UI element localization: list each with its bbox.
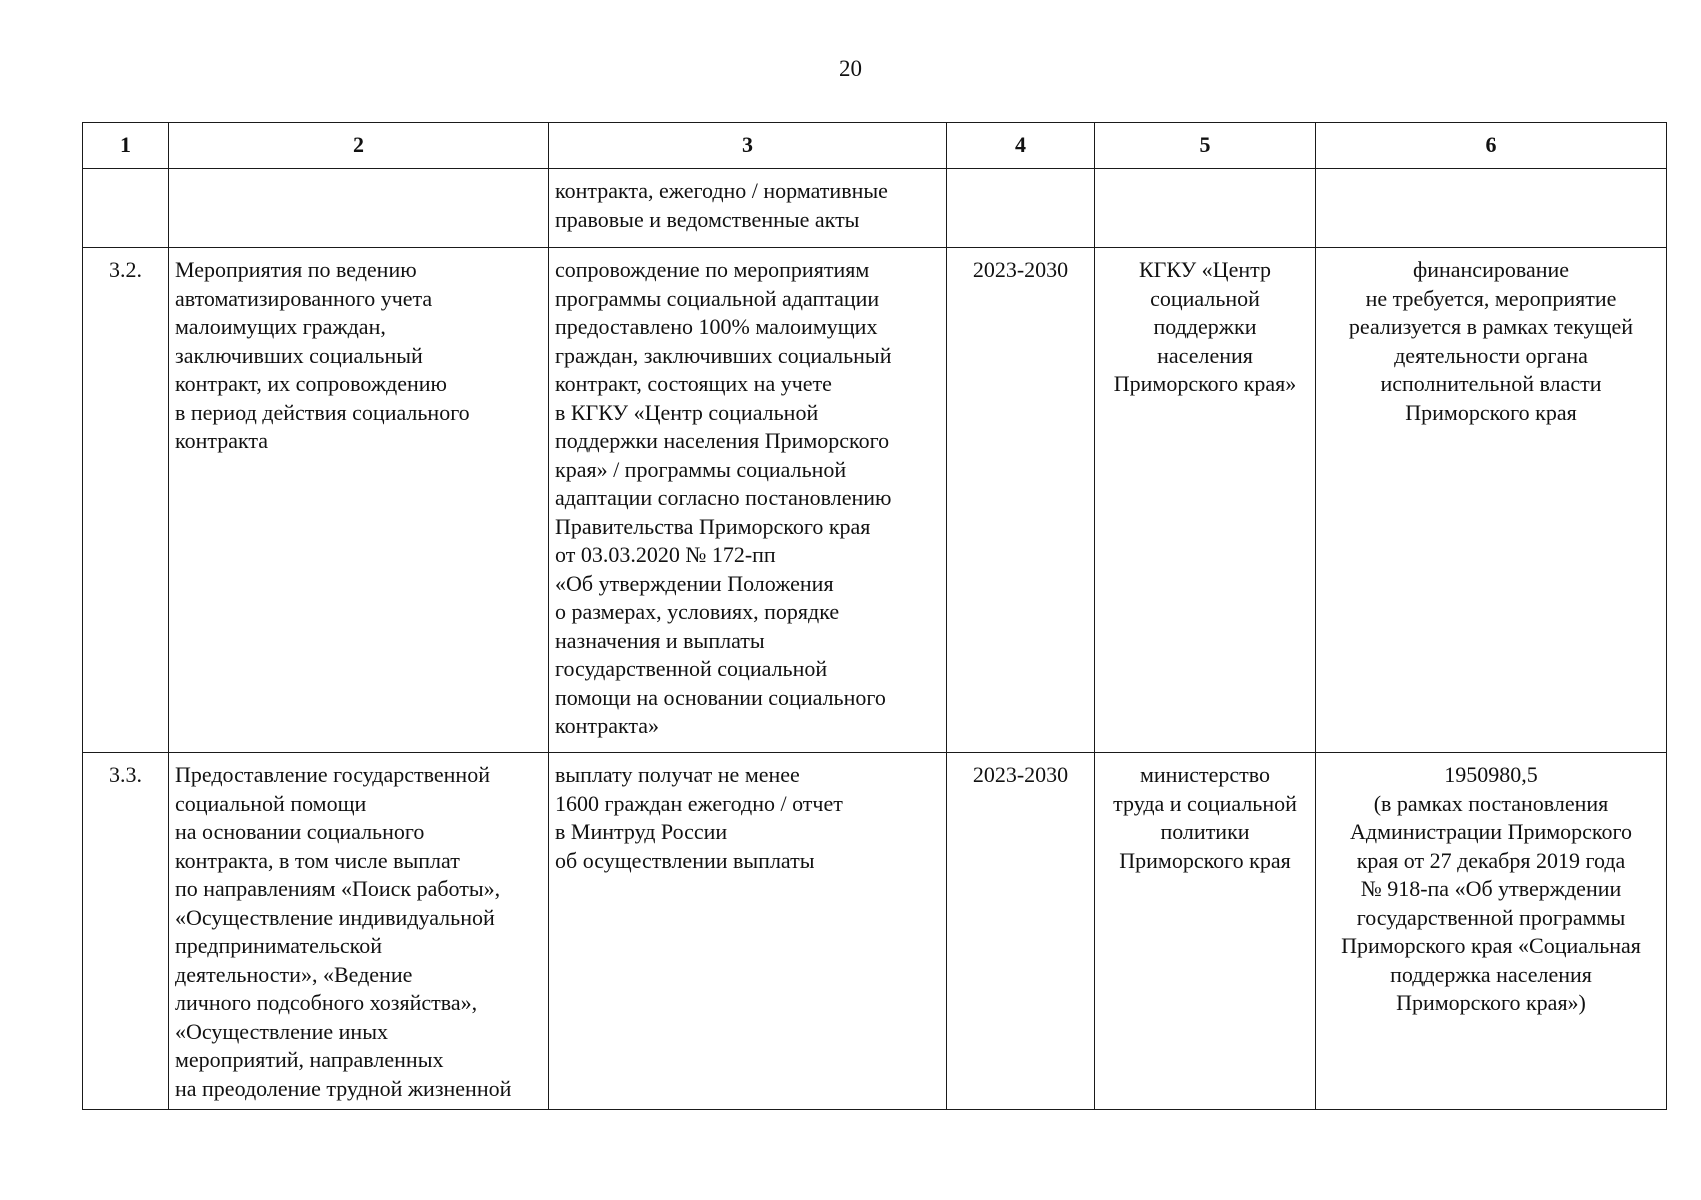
text-line: КГКУ «Центр — [1138, 257, 1271, 282]
text-line: государственной социальной — [555, 656, 828, 681]
text-line: граждан, заключивших социальный — [555, 342, 892, 368]
text-line: контракта, в том числе выплат — [175, 847, 460, 873]
measure-name — [169, 753, 549, 1110]
text-line: Приморского края «Социальная — [1341, 933, 1641, 958]
text-line: помощи на основании социального — [555, 684, 886, 710]
text-line: на основании социального — [175, 819, 425, 844]
measure-period: 2023-2030 — [947, 753, 1095, 1110]
text-line: об осуществлении выплаты — [555, 847, 815, 873]
text-line: финансирование — [1412, 257, 1570, 282]
text-line: края» / программы социальной — [555, 456, 847, 482]
text-line: «Об утверждении Положения — [555, 570, 834, 596]
text-line: труда и социальной — [1113, 790, 1297, 816]
measure-result — [549, 753, 947, 1110]
header-col-2: 2 — [169, 123, 549, 169]
header-col-1: 1 — [83, 123, 169, 169]
cont-col-3 — [549, 169, 947, 248]
text-line: от 03.03.2020 № 172-пп — [555, 542, 776, 567]
measure-funding — [1316, 753, 1667, 1110]
text-line: предоставлено 100% малоимущих — [555, 314, 878, 339]
text-line: поддержки населения Приморского — [555, 428, 890, 453]
cont-col3-line: контракта, ежегодно / нормативные — [555, 178, 888, 203]
text-line: в период действия социального — [175, 399, 470, 425]
measure-executor — [1095, 248, 1316, 753]
measure-name — [169, 248, 549, 753]
text-line: в Минтруд России — [555, 819, 728, 844]
cont-col-1 — [83, 169, 169, 248]
continuation-row — [83, 169, 1667, 248]
text-line: личного подсобного хозяйства», — [175, 990, 478, 1015]
text-line: политики — [1160, 819, 1250, 844]
text-line: мероприятий, направленных — [175, 1047, 444, 1072]
text-line: выплату получат не менее — [555, 762, 800, 787]
header-row — [83, 123, 1667, 169]
text-line: Приморского края» — [1113, 371, 1297, 396]
text-line: предпринимательской — [175, 933, 383, 958]
text-line: не требуется, мероприятие — [1365, 285, 1617, 311]
text-line: контракта — [175, 428, 269, 453]
header-col-4: 4 — [947, 123, 1095, 169]
text-line: № 918-па «Об утверждении — [1360, 876, 1622, 901]
text-line: автоматизированного учета — [175, 285, 433, 311]
text-line: социальной помощи — [175, 790, 367, 816]
text-line: реализуется в рамках текущей — [1348, 314, 1634, 339]
text-line: (в рамках постановления — [1373, 790, 1609, 816]
text-line: «Осуществление индивидуальной — [175, 904, 495, 930]
text-line: программы социальной адаптации — [555, 285, 880, 311]
text-line: исполнительной власти — [1380, 371, 1602, 396]
page-number: 20 — [839, 56, 862, 81]
text-line: министерство — [1139, 762, 1270, 787]
text-line: края от 27 декабря 2019 года — [1356, 847, 1626, 873]
row-number: 3.2. — [83, 248, 169, 753]
text-line: о размерах, условиях, порядке — [555, 599, 840, 624]
header-col-3: 3 — [549, 123, 947, 169]
text-line: на преодоление трудной жизненной — [175, 1075, 512, 1101]
text-line: сопровождение по мероприятиям — [555, 257, 870, 282]
text-line: государственной программы — [1356, 904, 1626, 930]
text-line: поддержка населения — [1390, 961, 1592, 987]
text-line: малоимущих граждан, — [175, 314, 386, 339]
text-line: в КГКУ «Центр социальной — [555, 399, 819, 425]
table-row-3-2 — [83, 248, 1667, 753]
measure-result — [549, 248, 947, 753]
text-line: деятельности», «Ведение — [175, 961, 413, 987]
cont-col-4 — [947, 169, 1095, 248]
text-line: по направлениям «Поиск работы», — [175, 876, 501, 901]
text-line: 1600 граждан ежегодно / отчет — [555, 790, 843, 816]
text-line: «Осуществление иных — [175, 1018, 388, 1044]
text-line: населения — [1157, 342, 1253, 368]
text-line: Администрации Приморского — [1350, 819, 1632, 844]
measure-period: 2023-2030 — [947, 248, 1095, 753]
cont-col-5 — [1095, 169, 1316, 248]
text-line: Правительства Приморского края — [555, 513, 871, 539]
text-line: назначения и выплаты — [555, 627, 765, 653]
cont-col-6 — [1316, 169, 1667, 248]
text-line: Мероприятия по ведению — [175, 257, 417, 282]
cont-col-2 — [169, 169, 549, 248]
row-number: 3.3. — [83, 753, 169, 1110]
header-col-5: 5 — [1095, 123, 1316, 169]
text-line: контракт, их сопровождению — [175, 371, 447, 396]
measures-table — [82, 122, 1667, 1110]
header-col-6: 6 — [1316, 123, 1667, 169]
text-line: заключивших социальный — [175, 342, 423, 368]
text-line: 1950980,5 — [1444, 762, 1538, 787]
cont-col3-line: правовые и ведомственные акты — [555, 206, 860, 232]
table-row-3-3 — [83, 753, 1667, 1110]
text-line: контракта» — [555, 713, 660, 738]
text-line: социальной — [1150, 285, 1260, 311]
text-line: Предоставление государственной — [175, 762, 490, 787]
text-line: контракт, состоящих на учете — [555, 371, 832, 396]
text-line: адаптации согласно постановлению — [555, 485, 892, 510]
text-line: Приморского края — [1405, 399, 1577, 425]
measure-executor — [1095, 753, 1316, 1110]
measure-funding — [1316, 248, 1667, 753]
text-line: Приморского края») — [1396, 990, 1586, 1015]
text-line: Приморского края — [1119, 847, 1291, 873]
text-line: деятельности органа — [1394, 342, 1588, 368]
text-line: поддержки — [1153, 314, 1257, 339]
